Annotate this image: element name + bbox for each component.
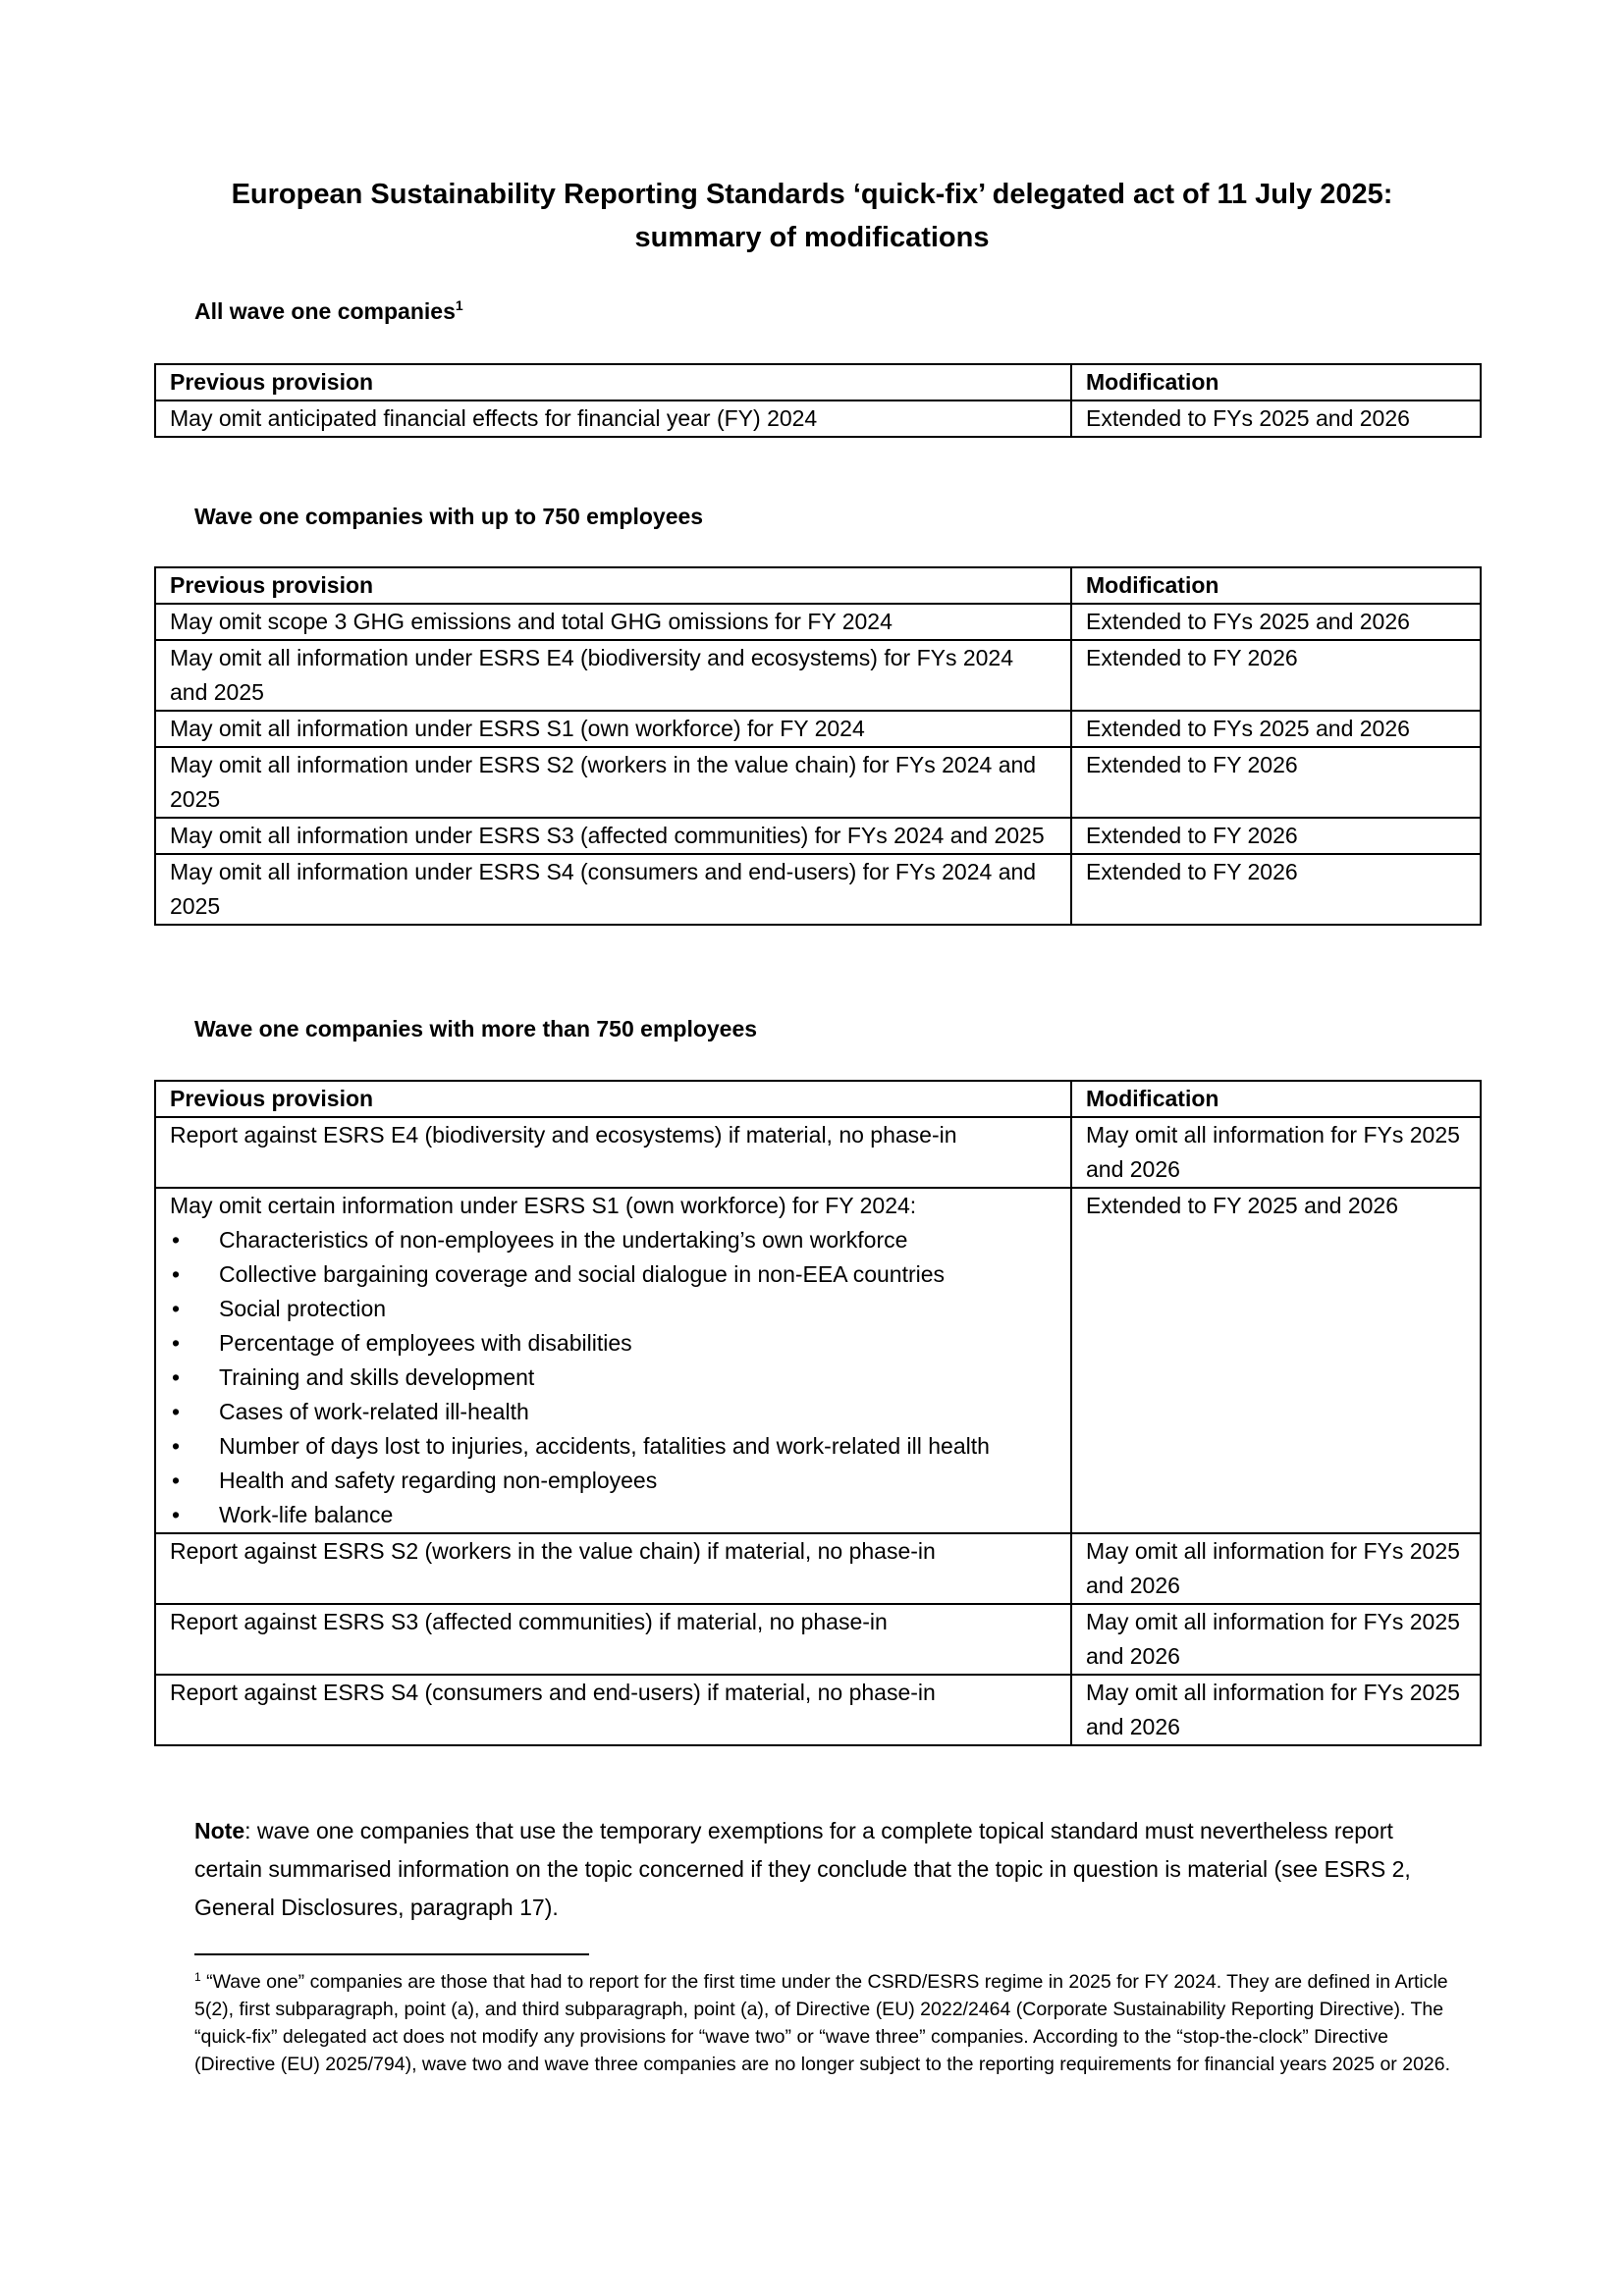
- table-row: [155, 604, 1481, 640]
- provision-cell: Report against ESRS S2 (workers in the value chain) if material, no phase-in: [155, 1533, 1071, 1604]
- list-item: • Cases of work-related ill-health: [170, 1395, 1056, 1429]
- modification-cell: Extended to FY 2026: [1071, 640, 1481, 711]
- modification-cell: Extended to FYs 2025 and 2026: [1071, 711, 1481, 747]
- s1-bullet-list: [170, 1223, 1056, 1532]
- table-row: [155, 400, 1481, 437]
- table-row: [155, 1604, 1481, 1675]
- title-line-2: summary of modifications: [634, 222, 990, 253]
- provision-cell: May omit scope 3 GHG emissions and total GHG omissions for FY 2024: [155, 604, 1071, 640]
- table-row: [155, 818, 1481, 854]
- title-line-1: European Sustainability Reporting Standards ‘quick-fix’ delegated act of 11 July 2025:: [231, 179, 1393, 210]
- modification-cell: Extended to FY 2026: [1071, 747, 1481, 818]
- table-row: [155, 854, 1481, 925]
- provision-cell: [155, 1188, 1071, 1533]
- header-modification: Modification: [1071, 1081, 1481, 1117]
- table-all-wave-one: [154, 363, 1482, 438]
- modification-cell: Extended to FYs 2025 and 2026: [1071, 400, 1481, 437]
- header-previous-provision: Previous provision: [155, 364, 1071, 400]
- provision-cell: May omit all information under ESRS E4 (biodiversity and ecosystems) for FYs 2024 and 2025: [155, 640, 1071, 711]
- provision-cell: Report against ESRS S3 (affected communities) if material, no phase-in: [155, 1604, 1071, 1675]
- list-item: • Percentage of employees with disabilities: [170, 1326, 1056, 1361]
- list-item: • Characteristics of non-employees in the undertaking’s own workforce: [170, 1223, 1056, 1257]
- modification-cell: May omit all information for FYs 2025 and 2026: [1071, 1117, 1481, 1188]
- s1-intro: May omit certain information under ESRS S1 (own workforce) for FY 2024:: [170, 1193, 917, 1218]
- table-row: [155, 1117, 1481, 1188]
- table-row: [155, 1675, 1481, 1745]
- modification-cell: Extended to FYs 2025 and 2026: [1071, 604, 1481, 640]
- section-heading-more-than-750: Wave one companies with more than 750 employees: [194, 1016, 758, 1041]
- table-row: [155, 640, 1481, 711]
- document-title: [137, 173, 1487, 259]
- footnote-marker: 1: [455, 297, 463, 313]
- footnote-text: “Wave one” companies are those that had to report for the first time under the CSRD/ESRS regime in 2025 for FY 2024. They are defined in Article 5(2), first subparagraph, point (a), and third subparagraph, point (a), of Directive (EU) 2022/2464 (Corporate Sustainability Reporting Directive). The “quick-fix” delegated act does not modify any provisions for “wave two” or “wave three” companies. According to the “stop-the-clock” Directive (Directive (EU) 2025/794), wave two and wave three companies are no longer subject to the reporting requirements for financial years 2025 or 2026.: [194, 1971, 1451, 2075]
- header-modification: Modification: [1071, 364, 1481, 400]
- modification-cell: May omit all information for FYs 2025 and 2026: [1071, 1675, 1481, 1745]
- list-item: • Collective bargaining coverage and social dialogue in non-EEA countries: [170, 1257, 1056, 1292]
- provision-cell: May omit all information under ESRS S2 (workers in the value chain) for FYs 2024 and 2025: [155, 747, 1071, 818]
- list-item: • Number of days lost to injuries, accidents, fatalities and work-related ill health: [170, 1429, 1056, 1464]
- section-heading-up-to-750: Wave one companies with up to 750 employees: [194, 504, 704, 529]
- modification-cell: Extended to FY 2025 and 2026: [1071, 1188, 1481, 1533]
- provision-cell: May omit anticipated financial effects for financial year (FY) 2024: [155, 400, 1071, 437]
- list-item: • Work-life balance: [170, 1498, 1056, 1532]
- provision-cell: Report against ESRS E4 (biodiversity and ecosystems) if material, no phase-in: [155, 1117, 1071, 1188]
- table-header-row: [155, 567, 1481, 604]
- header-modification: Modification: [1071, 567, 1481, 604]
- table-row: [155, 747, 1481, 818]
- modification-cell: Extended to FY 2026: [1071, 854, 1481, 925]
- table-row: [155, 1533, 1481, 1604]
- table-more-than-750: [154, 1080, 1482, 1746]
- table-up-to-750: [154, 566, 1482, 926]
- list-item: • Training and skills development: [170, 1361, 1056, 1395]
- list-item: • Health and safety regarding non-employees: [170, 1464, 1056, 1498]
- provision-cell: Report against ESRS S4 (consumers and end-users) if material, no phase-in: [155, 1675, 1071, 1745]
- provision-cell: May omit all information under ESRS S4 (consumers and end-users) for FYs 2024 and 2025: [155, 854, 1071, 925]
- modification-cell: May omit all information for FYs 2025 and 2026: [1071, 1604, 1481, 1675]
- table-row-s1: [155, 1188, 1481, 1533]
- modification-cell: May omit all information for FYs 2025 and 2026: [1071, 1533, 1481, 1604]
- table-header-row: [155, 1081, 1481, 1117]
- footnote-number: 1: [194, 1970, 201, 1984]
- table-header-row: [155, 364, 1481, 400]
- note-paragraph: [194, 1812, 1441, 1927]
- note-text: : wave one companies that use the temporary exemptions for a complete topical standard must nevertheless report certain summarised information on the topic concerned if they conclude that the topic in question is material (see ESRS 2, General Disclosures, paragraph 17).: [194, 1818, 1411, 1920]
- footnote-separator: [194, 1953, 589, 1955]
- note-label: Note: [194, 1818, 245, 1843]
- header-previous-provision: Previous provision: [155, 567, 1071, 604]
- header-previous-provision: Previous provision: [155, 1081, 1071, 1117]
- provision-cell: May omit all information under ESRS S3 (affected communities) for FYs 2024 and 2025: [155, 818, 1071, 854]
- table-row: [155, 711, 1481, 747]
- footnote: [194, 1968, 1461, 2078]
- modification-cell: Extended to FY 2026: [1071, 818, 1481, 854]
- section-heading-all-wave-one: All wave one companies$^1$: [194, 297, 463, 324]
- list-item: • Social protection: [170, 1292, 1056, 1326]
- provision-cell: May omit all information under ESRS S1 (own workforce) for FY 2024: [155, 711, 1071, 747]
